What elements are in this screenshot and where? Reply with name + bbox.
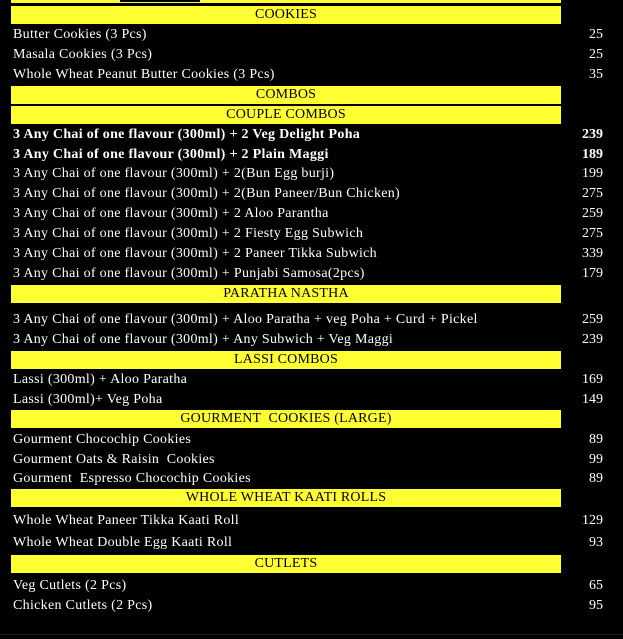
item-name: Gourment Oats & Raisin Cookies xyxy=(13,452,215,467)
item-name: Veg Cutlets (2 Pcs) xyxy=(13,578,127,593)
menu-item xyxy=(0,224,623,243)
section-header-paratha-nastha: PARATHA NASTHA xyxy=(11,285,561,303)
menu-item xyxy=(0,184,623,203)
bottom-divider xyxy=(0,634,623,635)
item-price: 169 xyxy=(582,372,603,387)
item-price: 35 xyxy=(589,67,603,82)
item-price: 99 xyxy=(589,452,603,467)
item-price: 199 xyxy=(582,166,603,181)
section-header-cookies: COOKIES xyxy=(11,6,561,24)
item-name: Masala Cookies (3 Pcs) xyxy=(13,47,153,62)
item-price: 189 xyxy=(582,147,603,162)
item-name: 3 Any Chai of one flavour (300ml) + 2 Plain Maggi xyxy=(13,147,329,162)
menu-item xyxy=(0,125,623,144)
item-price: 275 xyxy=(582,226,603,241)
item-name: Butter Cookies (3 Pcs) xyxy=(13,27,147,42)
item-name: Lassi (300ml) + Aloo Paratha xyxy=(13,372,188,387)
item-price: 259 xyxy=(582,312,603,327)
item-name: 3 Any Chai of one flavour (300ml) + 2(Bun Paneer/Bun Chicken) xyxy=(13,186,401,201)
section-header-kaati-rolls: WHOLE WHEAT KAATI ROLLS xyxy=(11,489,561,507)
menu-item xyxy=(0,370,623,389)
menu-item xyxy=(0,310,623,329)
menu-item xyxy=(0,45,623,64)
menu-item xyxy=(0,511,623,530)
item-price: 275 xyxy=(582,186,603,201)
menu-item xyxy=(0,264,623,283)
item-name: Whole Wheat Paneer Tikka Kaati Roll xyxy=(13,513,240,528)
item-price: 93 xyxy=(589,535,603,550)
item-name: Chicken Cutlets (2 Pcs) xyxy=(13,598,153,613)
item-name: 3 Any Chai of one flavour (300ml) + 2 Paneer Tikka Subwich xyxy=(13,246,377,261)
item-name: 3 Any Chai of one flavour (300ml) + Aloo Paratha + veg Poha + Curd + Pickel xyxy=(13,312,478,327)
item-name: 3 Any Chai of one flavour (300ml) + Punjabi Samosa(2pcs) xyxy=(13,266,365,281)
menu-item xyxy=(0,390,623,409)
item-name: 3 Any Chai of one flavour (300ml) + 2 Veg Delight Poha xyxy=(13,127,361,142)
item-price: 129 xyxy=(582,513,603,528)
item-price: 95 xyxy=(589,598,603,613)
menu-item xyxy=(0,469,623,488)
item-name: Gourment Espresso Chocochip Cookies xyxy=(13,471,251,486)
item-price: 25 xyxy=(589,27,603,42)
section-header-couple-combos: COUPLE COMBOS xyxy=(11,106,561,124)
menu-item xyxy=(0,65,623,84)
item-name: 3 Any Chai of one flavour (300ml) + 2 Aloo Parantha xyxy=(13,206,329,221)
item-name: Gourment Chocochip Cookies xyxy=(13,432,192,447)
item-name: Whole Wheat Double Egg Kaati Roll xyxy=(13,535,233,550)
item-price: 239 xyxy=(582,332,603,347)
item-name: Whole Wheat Peanut Butter Cookies (3 Pcs) xyxy=(13,67,275,82)
section-header-lassi-combos: LASSI COMBOS xyxy=(11,351,561,369)
item-price: 259 xyxy=(582,206,603,221)
item-price: 239 xyxy=(582,127,603,142)
item-price: 179 xyxy=(582,266,603,281)
menu-item xyxy=(0,576,623,595)
menu-item xyxy=(0,164,623,183)
section-header-combos: COMBOS xyxy=(11,86,561,104)
menu-item xyxy=(0,145,623,164)
item-price: 89 xyxy=(589,471,603,486)
item-price: 65 xyxy=(589,578,603,593)
menu-item xyxy=(0,204,623,223)
item-name: 3 Any Chai of one flavour (300ml) + 2 Fiesty Egg Subwich xyxy=(13,226,364,241)
menu-item xyxy=(0,596,623,615)
menu-item xyxy=(0,430,623,449)
item-price: 89 xyxy=(589,432,603,447)
menu-item xyxy=(0,244,623,263)
item-name: 3 Any Chai of one flavour (300ml) + Any Subwich + Veg Maggi xyxy=(13,332,394,347)
item-name: 3 Any Chai of one flavour (300ml) + 2(Bun Egg burji) xyxy=(13,166,335,181)
menu-item xyxy=(0,330,623,349)
top-strip xyxy=(11,0,561,3)
item-price: 149 xyxy=(582,392,603,407)
item-price: 25 xyxy=(589,47,603,62)
item-price: 339 xyxy=(582,246,603,261)
menu-item xyxy=(0,533,623,552)
item-name: Lassi (300ml)+ Veg Poha xyxy=(13,392,163,407)
top-strip-gap xyxy=(120,0,200,2)
section-header-gourment-cookies: GOURMENT COOKIES (LARGE) xyxy=(11,410,561,428)
menu-item xyxy=(0,25,623,44)
section-header-cutlets: CUTLETS xyxy=(11,555,561,573)
menu-item xyxy=(0,450,623,469)
